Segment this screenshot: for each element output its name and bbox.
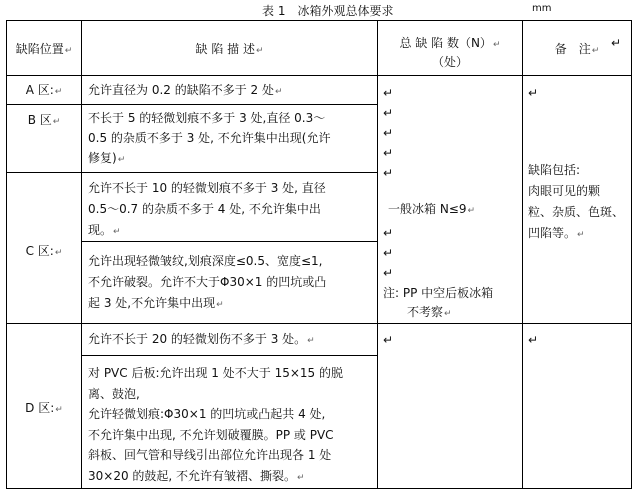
paragraph-mark: ↵ [307,336,315,346]
paragraph-mark: ↵ [52,117,61,127]
paragraph-mark: ↵ [64,46,73,56]
grid-line [377,20,378,489]
grid-line [522,20,523,489]
paragraph-mark: ↵ [383,146,394,160]
grid-line [6,20,632,21]
description-zone-a: 允许直径为 0.2 的缺陷不多于 2 处↵ [88,83,283,97]
grid-line [6,75,632,76]
count-general: 一般冰箱 N≤9↵ [388,202,476,216]
paragraph-mark: ↵ [297,472,305,483]
description-zone-c-1: 允许不长于 10 的轻微划痕不多于 3 处, 直径 0.5～0.7 的杂质不多于 4 处, 不允许集中出 现。↵ [88,181,326,237]
paragraph-mark: ↵ [383,246,394,260]
paragraph-mark: ↵ [54,87,63,97]
description-zone-d-1: 允许不长于 20 的轻微划伤不多于 3 处。↵ [88,332,315,346]
paragraph-mark: ↵ [591,46,600,56]
zone-b-label: B 区↵ [27,113,61,127]
zone-d-label: D 区:↵ [25,401,63,415]
grid-line [6,172,377,173]
paragraph-mark: ↵ [55,405,63,415]
remark-text: 缺陷包括: 肉眼可见的颗 粒、杂质、色斑、 凹陷等。↵ [528,163,625,240]
paragraph-mark: ↵ [383,166,394,180]
header-remark: 备 注↵ [554,42,600,56]
grid-line [6,488,632,489]
paragraph-mark: ↵ [577,230,585,240]
header-description: 缺 陷 描 述↵ [195,42,264,56]
zone-a-label: A 区:↵ [25,83,63,97]
paragraph-mark: ↵ [113,227,121,237]
paragraph-mark: ↵ [383,86,394,100]
grid-line [81,355,377,356]
paragraph-mark: ↵ [255,46,264,56]
paragraph-mark: ↵ [383,226,394,240]
paragraph-mark: ↵ [383,106,394,120]
paragraph-mark: ↵ [444,309,452,319]
grid-line [6,323,632,324]
description-zone-c-2: 允许出现轻微皱纹,划痕深度≤0.5、宽度≤1, 不允许破裂。允许不大于Φ30×1 的凹坑或凸 起 3 处,不允许集中出现↵ [88,254,327,310]
paragraph-mark: ↵ [117,155,126,165]
paragraph-mark: ↵ [383,266,394,280]
grid-line [6,104,377,105]
grid-line [81,20,82,489]
header-position: 缺陷位置↵ [15,42,73,56]
paragraph-mark: ↵ [54,248,63,258]
paragraph-mark: ↵ [492,40,501,50]
count-note: 注: PP 中空后板冰箱 不考察↵ [383,286,494,319]
grid-line [631,20,632,489]
paragraph-mark: ↵ [383,333,394,347]
paragraph-mark: ↵ [216,300,224,310]
paragraph-mark: ↵ [528,333,539,347]
description-zone-d-2: 对 PVC 后板:允许出现 1 处不大于 15×15 的脱 离、鼓泡, 允许轻微划痕:Φ30×1 的凹坑或凸起共 4 处, 不允许集中出现, 不允许划破覆膜。PP 或 PVC 斜板、回气管和导线引出部位允许出现各 1 处 30×20 的鼓起, 不允许有皱褶、撕裂。↵ [88,366,343,483]
description-zone-b: 不长于 5 的轻微划痕不多于 3 处,直径 0.3～ 0.5 的杂质不多于 3 处, 不允许集中出现(允许 修复)↵ [88,111,331,165]
paragraph-mark: ↵ [528,86,539,100]
header-count: 总 缺 陷 数（N）↵ （处） [399,36,501,69]
paragraph-mark: ↵ [274,87,283,97]
zone-c-label: C 区:↵ [25,244,63,258]
paragraph-mark: ↵ [467,206,476,216]
unit-label: mm [532,3,552,14]
paragraph-mark: ↵ [383,126,394,140]
table-caption [0,2,635,20]
table-title: 表 1 冰箱外观总体要求 [262,4,394,18]
paragraph-mark: ↵ [611,36,622,50]
